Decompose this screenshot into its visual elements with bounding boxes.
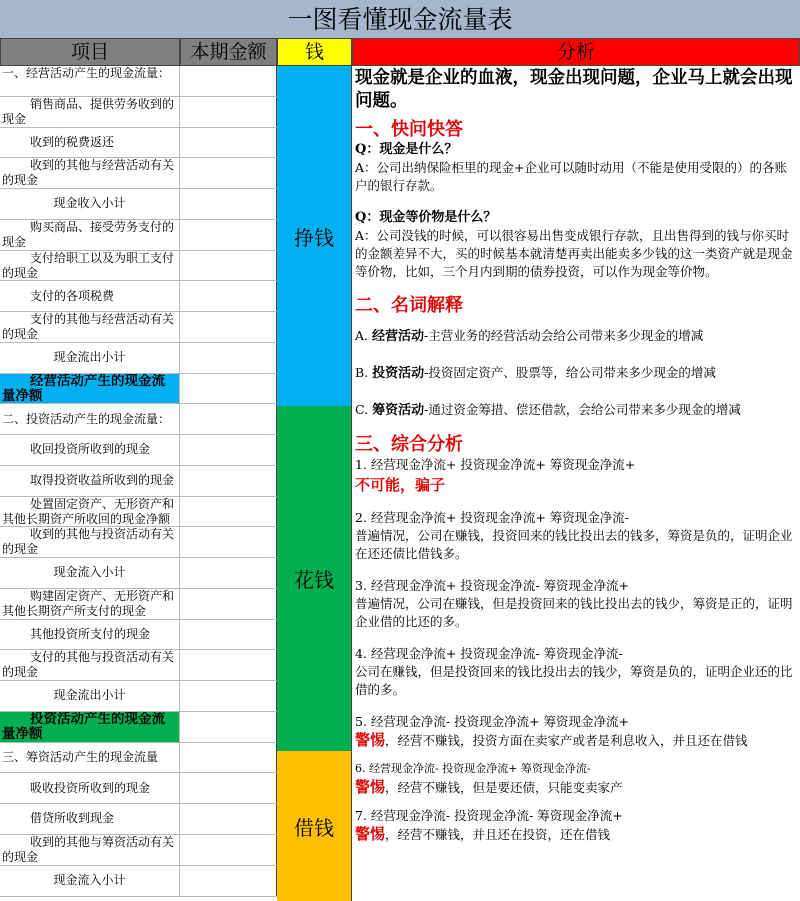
table-row [0, 281, 277, 312]
amount-cell[interactable] [180, 251, 277, 281]
case-text: ，经营不赚钱，但是要还债，只能变卖家产 [385, 780, 623, 795]
table-row [0, 374, 277, 405]
amount-cell[interactable] [180, 620, 277, 650]
row-label: 收到的其他与筹资活动有关的现金 [0, 835, 180, 865]
answer-1: A：公司出纳保险柜里的现金+企业可以随时动用（不能是使用受限的）的各账户的银行存款。 [355, 160, 788, 193]
amount-cell[interactable] [180, 343, 277, 373]
amount-cell[interactable] [180, 773, 277, 803]
amount-cell[interactable] [180, 128, 277, 158]
table-row [0, 620, 277, 651]
amount-cell[interactable] [180, 866, 277, 896]
header-analysis: 分析 [352, 38, 800, 66]
borrow-segment: 借钱 [277, 751, 351, 901]
table-row [0, 804, 277, 835]
definition-term: 投资活动 [372, 366, 425, 381]
row-label: 现金流入小计 [0, 558, 180, 588]
header-money: 钱 [277, 38, 352, 66]
case-3-text: 普遍情况，公司在赚钱，但是投资回来的钱比投出去的钱少，筹资是正的，证明企业借的比还的多。 [355, 596, 793, 629]
definition-operating [355, 327, 797, 346]
analysis-intro: 现金就是企业的血液，现金出现问题，企业马上就会出现问题。 [355, 68, 793, 111]
amount-cell[interactable] [180, 527, 277, 557]
table-row [0, 743, 277, 774]
case-4-formula: 4. 经营现金净流+ 投资现金净流- 筹资现金净流- [355, 646, 623, 661]
case-5-formula: 5. 经营现金净流- 投资现金净流+ 筹资现金净流+ [355, 714, 630, 729]
case-2-text: 普遍情况，公司在赚钱，投资回来的钱比投出去的钱多，筹资是负的，证明企业在还还债比借钱多。 [355, 528, 793, 561]
row-label: 支付给职工以及为职工支付的现金 [0, 251, 180, 281]
row-label: 现金收入小计 [0, 189, 180, 219]
row-label: 三、筹资活动产生的现金流量 [0, 743, 180, 773]
header-item: 项目 [0, 38, 180, 66]
row-label: 支付的其他与投资活动有关的现金 [0, 650, 180, 680]
table-row [0, 558, 277, 589]
case-5-text [355, 731, 797, 750]
table-row [0, 650, 277, 681]
table-row [0, 312, 277, 343]
amount-cell[interactable] [180, 743, 277, 773]
case-6-text [355, 778, 797, 797]
header-amount: 本期金额 [180, 38, 277, 66]
case-1-note: 不可能，骗子 [355, 476, 446, 494]
amount-cell[interactable] [180, 466, 277, 496]
table-row [0, 189, 277, 220]
definition-prefix: C. [355, 402, 369, 417]
table-row [0, 466, 277, 497]
definition-financing [355, 401, 797, 420]
cash-flow-table [0, 66, 277, 897]
row-label: 支付的各项税费 [0, 281, 180, 311]
earn-segment: 挣钱 [277, 66, 351, 406]
row-label: 收到的税费返还 [0, 128, 180, 158]
table-row [0, 251, 277, 282]
amount-cell[interactable] [180, 835, 277, 865]
row-label: 购买商品、接受劳务支付的现金 [0, 220, 180, 250]
section-heading-qa: 一、快问快答 [355, 119, 463, 140]
definition-text: -通过资金筹措、偿还借款，会给公司带来多少现金的增减 [424, 402, 741, 417]
amount-cell[interactable] [180, 97, 277, 127]
table-row [0, 158, 277, 189]
question-2: Q：现金等价物是什么？ [355, 210, 497, 225]
case-2-formula: 2. 经营现金净流+ 投资现金净流+ 筹资现金净流- [355, 510, 630, 525]
case-text: ，经营不赚钱，投资方面在卖家产或者是利息收入，并且还在借钱 [385, 733, 748, 748]
definition-investing [355, 364, 797, 383]
table-row [0, 589, 277, 620]
case-1-formula: 1. 经营现金净流+ 投资现金净流+ 筹资现金净流+ [355, 457, 636, 472]
definition-text: -主营业务的经营活动会给公司带来多少现金的增减 [424, 328, 704, 343]
amount-cell[interactable] [180, 681, 277, 711]
row-label: 现金流入小计 [0, 866, 180, 896]
table-row [0, 97, 277, 128]
warning-label: 警惕 [355, 778, 386, 796]
row-label: 经营活动产生的现金流量净额 [0, 374, 180, 404]
amount-cell[interactable] [180, 66, 277, 96]
amount-cell[interactable] [180, 312, 277, 342]
amount-cell[interactable] [180, 189, 277, 219]
table-row [0, 681, 277, 712]
amount-cell[interactable] [180, 497, 277, 527]
row-label: 现金流出小计 [0, 681, 180, 711]
case-text: ，经营不赚钱，并且还在投资，还在借钱 [385, 827, 611, 842]
amount-cell[interactable] [180, 804, 277, 834]
amount-cell[interactable] [180, 435, 277, 465]
row-label: 处置固定资产、无形资产和其他长期资产所收回的现金净额 [0, 497, 180, 527]
amount-cell[interactable] [180, 220, 277, 250]
row-label: 吸收投资所收到的现金 [0, 773, 180, 803]
warning-label: 警惕 [355, 825, 386, 843]
definition-text: -投资固定资产、股票等，给公司带来多少现金的增减 [424, 365, 716, 380]
warning-label: 警惕 [355, 731, 386, 749]
amount-cell[interactable] [180, 281, 277, 311]
amount-cell[interactable] [180, 404, 277, 434]
definition-term: 筹资活动 [372, 403, 425, 418]
case-7-text [355, 825, 797, 844]
table-row [0, 835, 277, 866]
row-label: 二、投资活动产生的现金流量： [0, 404, 180, 434]
definition-prefix: B. [355, 365, 369, 380]
table-row [0, 866, 277, 897]
table-row [0, 527, 277, 558]
section-heading-analysis: 三、综合分析 [355, 434, 463, 455]
row-label: 收到的其他与经营活动有关的现金 [0, 158, 180, 188]
definition-prefix: A. [355, 328, 369, 343]
row-label: 购建固定资产、无形资产和其他长期资产所支付的现金 [0, 589, 180, 619]
amount-cell[interactable] [180, 558, 277, 588]
amount-cell[interactable] [180, 712, 277, 742]
table-row [0, 773, 277, 804]
row-label: 销售商品、提供劳务收到的现金 [0, 97, 180, 127]
amount-cell[interactable] [180, 650, 277, 680]
amount-cell[interactable] [180, 589, 277, 619]
analysis-panel [352, 66, 800, 901]
table-row [0, 343, 277, 374]
row-label: 收到的其他与投资活动有关的现金 [0, 527, 180, 557]
answer-2: A：公司没钱的时候，可以很容易出售变成银行存款，且出售得到的钱与你买时的金额差异不大，买的时候基本就清楚再卖出能卖多少钱的这一类资产就是现金等价物，比如，三个月内到期的债券投资，可以作为现金等价物。 [355, 228, 793, 279]
table-row [0, 66, 277, 97]
row-label: 其他投资所支付的现金 [0, 620, 180, 650]
table-row [0, 712, 277, 743]
table-row [0, 435, 277, 466]
section-heading-terms: 二、名词解释 [355, 295, 463, 316]
amount-cell[interactable] [180, 158, 277, 188]
row-label: 现金流出小计 [0, 343, 180, 373]
case-4-text: 公司在赚钱，但是投资回来的钱比投出去的钱少，筹资是负的，证明企业还的比借的多。 [355, 664, 793, 697]
case-3-formula: 3. 经营现金净流+ 投资现金净流- 筹资现金净流+ [355, 578, 630, 593]
page-title: 一图看懂现金流量表 [0, 0, 800, 39]
table-row [0, 497, 277, 528]
row-label: 支付的其他与经营活动有关的现金 [0, 312, 180, 342]
table-row [0, 220, 277, 251]
row-label: 借贷所收到现金 [0, 804, 180, 834]
spend-segment: 花钱 [277, 406, 351, 751]
definition-term: 经营活动 [372, 329, 425, 344]
row-label: 取得投资收益所收到的现金 [0, 466, 180, 496]
row-label: 一、经营活动产生的现金流量： [0, 66, 180, 96]
row-label: 投资活动产生的现金流量净额 [0, 712, 180, 742]
row-label: 收回投资所收到的现金 [0, 435, 180, 465]
case-6-formula: 6. 经营现金净流- 投资现金净流+ 筹资现金净流- [355, 762, 591, 775]
amount-cell[interactable] [180, 374, 277, 404]
table-row [0, 128, 277, 159]
table-row [0, 404, 277, 435]
question-1: Q：现金是什么？ [355, 142, 458, 157]
money-column [277, 66, 352, 901]
case-7-formula: 7. 经营现金净流- 投资现金净流- 筹资现金净流+ [355, 808, 623, 823]
